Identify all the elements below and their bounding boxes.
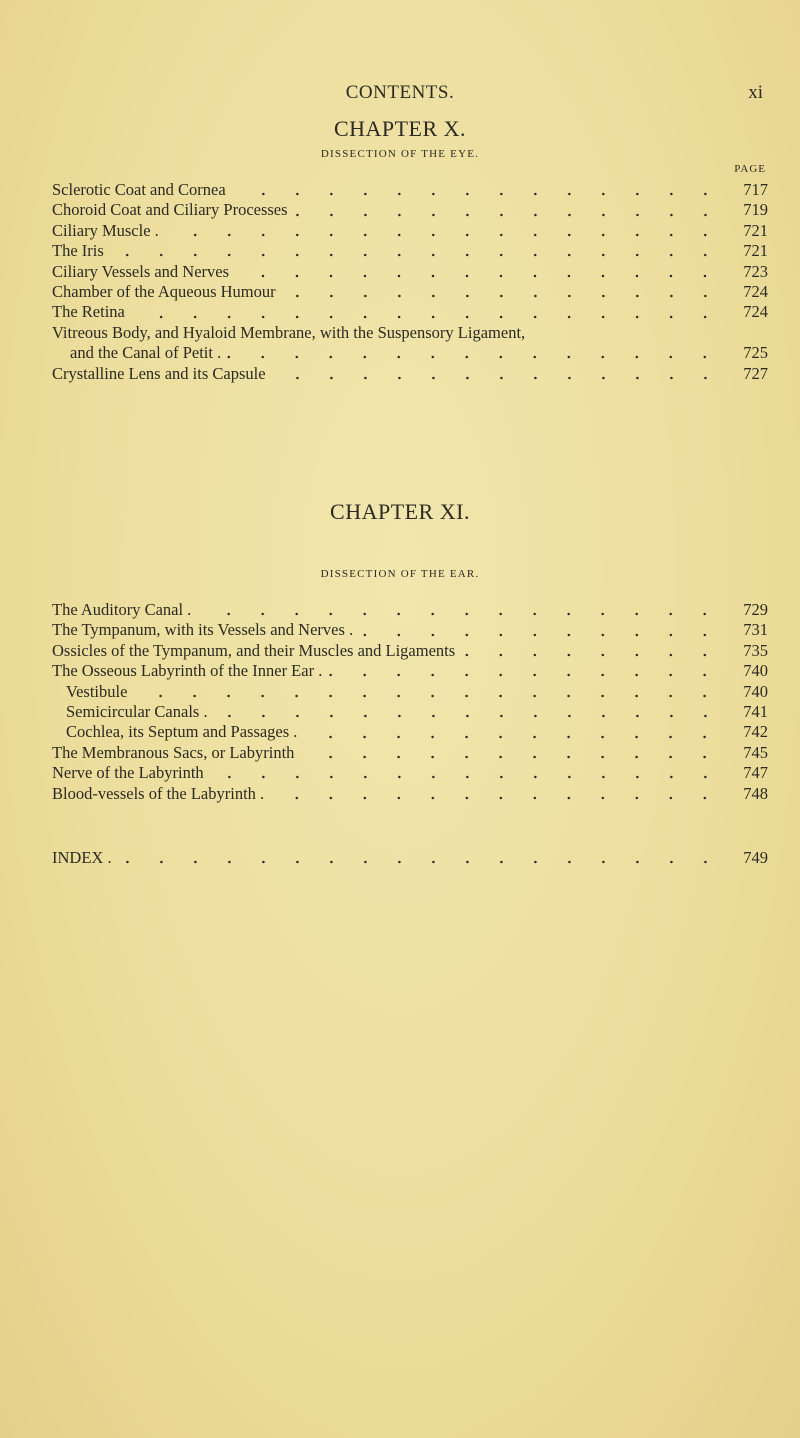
leader-dots [235,274,722,278]
toc-entry [52,364,768,384]
entry-page: 748 [743,783,768,803]
toc-entry [52,641,768,661]
entry-page: 742 [743,722,768,742]
leader-dots [210,775,722,779]
toc-entry [52,323,768,343]
toc-entry [52,600,768,620]
toc-entry [52,620,768,640]
entry-label: Sclerotic Coat and Cornea [52,180,226,199]
entry-page: 725 [743,343,768,363]
entry-label: The Osseous Labyrinth of the Inner Ear . [52,661,323,681]
toc-entry [52,784,768,804]
entry-page: 723 [743,261,768,281]
entry-label: The Auditory Canal . [52,600,192,619]
entry-label: The Iris [52,241,104,261]
leader-dots [270,796,722,800]
running-title: CONTENTS. [345,82,455,103]
entry-label: Chamber of the Aqueous Humour [52,281,276,301]
page-folio: xi [748,82,763,103]
leader-dots [359,633,722,637]
chapter-x-subtitle: DISSECTION OF THE EYE. [320,148,480,160]
entry-page: 747 [743,763,768,783]
toc-entry [52,661,768,681]
entry-label: Cochlea, its Septum and Passages . [66,722,298,742]
toc-entry [52,241,768,261]
entry-label: The Retina [52,302,125,322]
index-entry [52,848,768,868]
chapter-xi-title: CHAPTER XI. [330,499,470,524]
toc-entry [52,702,768,722]
entry-page: 741 [743,701,768,721]
entry-label: and the Canal of Petit . [70,343,222,363]
leader-dots [110,253,722,257]
leader-dots [461,653,722,657]
toc-entry [52,343,768,363]
entry-label: Choroid Coat and Ciliary Processes [52,200,288,220]
toc-entry [52,200,768,220]
entry-page: 724 [743,302,768,322]
entry-label: Ciliary Muscle . [52,220,159,240]
entry-label: Vestibule [66,681,128,701]
entry-page: 731 [743,620,768,640]
chapter-xi-entries [52,600,768,804]
toc-entry [52,682,768,702]
entry-page: 721 [743,241,768,261]
entry-page: 717 [743,180,768,199]
entry-page: 727 [743,363,768,383]
entry-label: Ciliary Vessels and Nerves [52,261,230,281]
entry-page: 735 [743,640,768,660]
leader-dots [272,376,722,380]
leader-dots [133,694,722,698]
leader-dots [118,860,722,864]
leader-dots [303,735,722,739]
page-column-label: PAGE [734,163,766,175]
entry-label: The Tympanum, with its Vessels and Nerves . [52,620,354,640]
toc-entry [52,743,768,763]
entry-page: 719 [743,200,768,220]
entry-page: 729 [743,600,768,619]
entry-label: Nerve of the Labyrinth [52,763,204,783]
leader-dots [282,294,722,298]
toc-entry [52,722,768,742]
leader-dots [232,192,722,196]
entry-page: 724 [743,281,768,301]
entry-label: Ossicles of the Tympanum, and their Muscles and Ligaments [52,640,456,660]
leader-dots [227,355,722,359]
toc-entry [52,282,768,302]
index-page: 749 [743,848,768,867]
index-label: INDEX . [52,848,112,867]
toc-entry [52,180,768,200]
leader-dots [197,612,722,616]
entry-page: 740 [743,661,768,681]
entry-label: Blood-vessels of the Labyrinth . [52,783,265,803]
leader-dots [300,755,722,759]
leader-dots [328,673,722,677]
entry-page: 740 [743,681,768,701]
leader-dots [214,714,722,718]
entry-label: Vitreous Body, and Hyaloid Membrane, with the Suspensory Ligament, [52,322,526,342]
leader-dots [131,315,722,319]
toc-entry [52,302,768,322]
toc-entry [52,262,768,282]
toc-entry [52,221,768,241]
entry-label: Crystalline Lens and its Capsule [52,363,266,383]
entry-page: 745 [743,742,768,762]
toc-entry [52,763,768,783]
entry-label: Semicircular Canals . [66,701,208,721]
leader-dots [294,213,722,217]
chapter-x-entries [52,180,768,384]
leader-dots [165,233,722,237]
chapter-x-title: CHAPTER X. [333,116,467,141]
entry-label: The Membranous Sacs, or Labyrinth [52,742,295,762]
entry-page: 721 [743,220,768,240]
chapter-xi-subtitle: DISSECTION OF THE EAR. [320,568,480,580]
